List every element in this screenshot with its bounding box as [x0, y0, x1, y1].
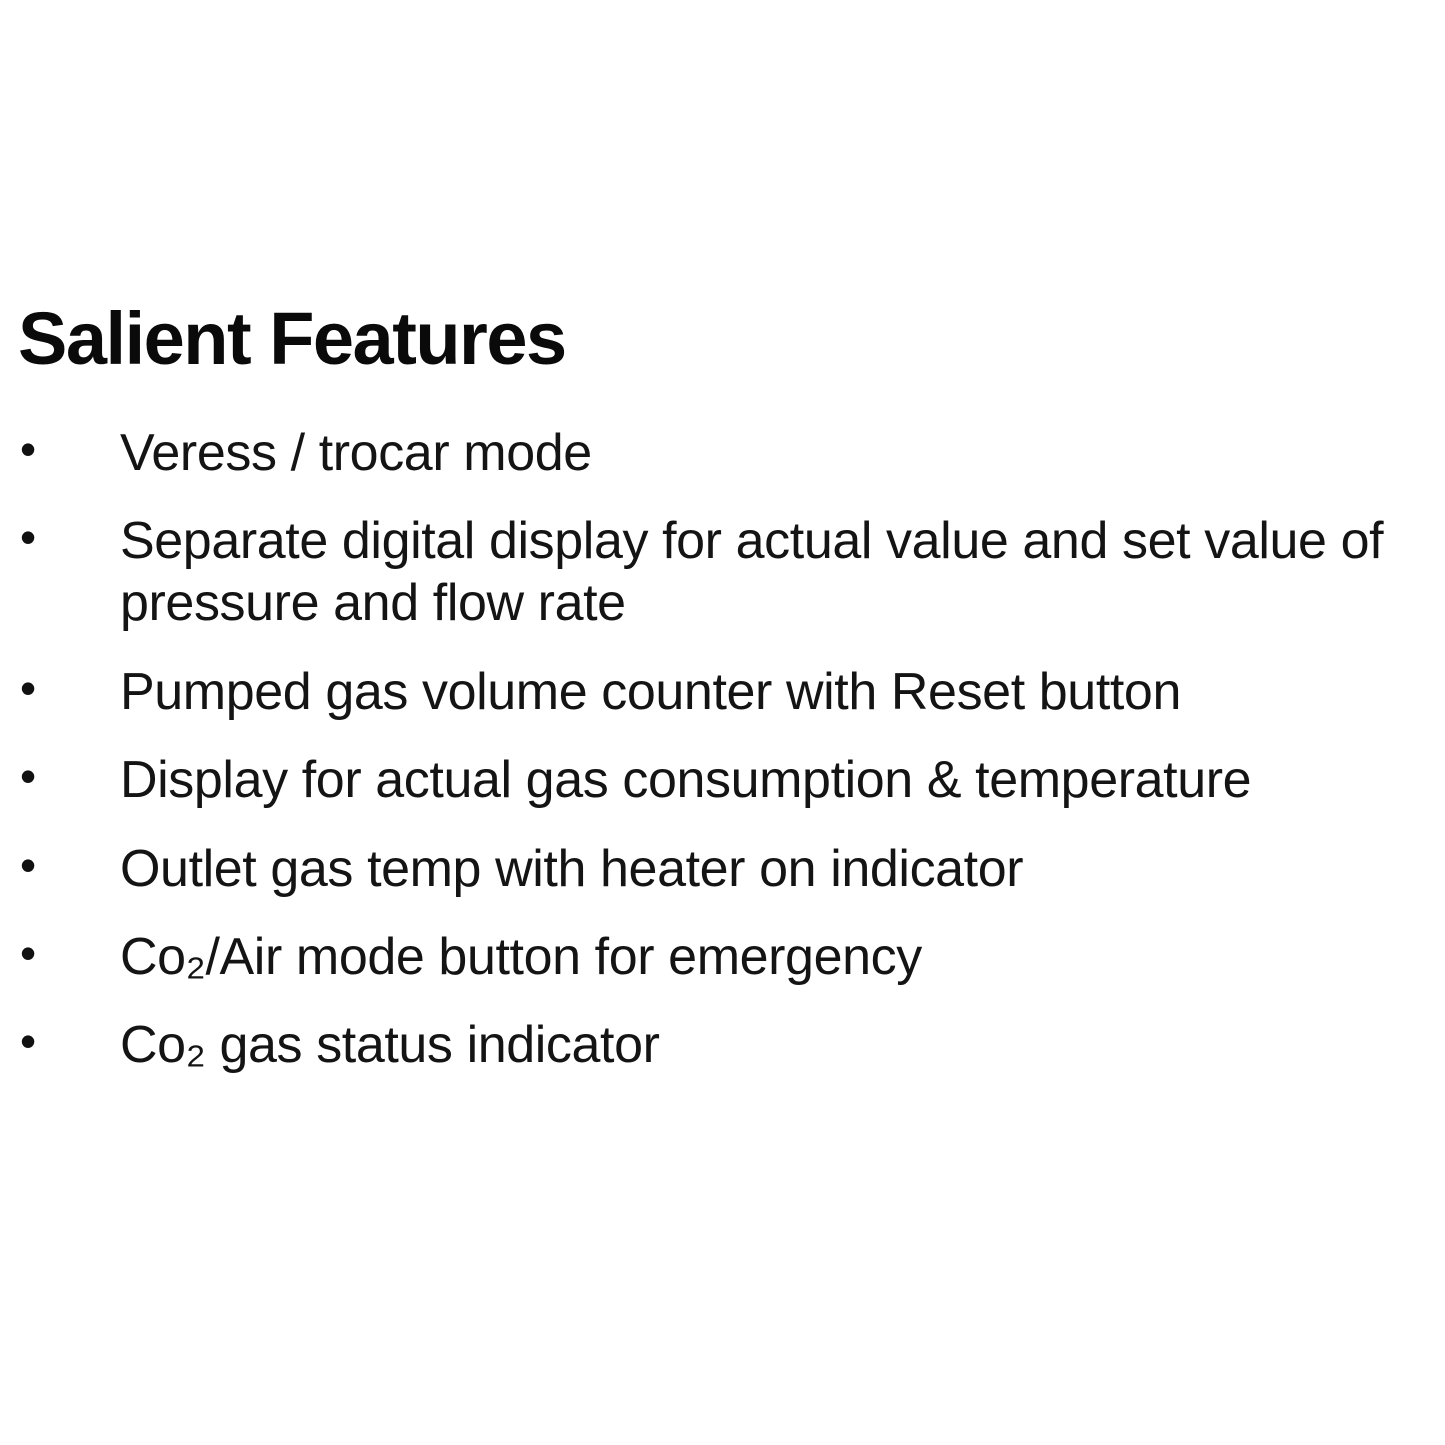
list-item-label: Co₂ gas status indicator: [120, 1016, 660, 1075]
list-item: [10, 926, 1405, 988]
bullet-icon: •: [20, 511, 37, 564]
bullet-icon: •: [20, 1015, 37, 1068]
page-title: Salient Features: [18, 297, 566, 380]
bullet-icon: •: [20, 750, 37, 803]
list-item-label: Pumped gas volume counter with Reset button: [120, 662, 1181, 721]
list-item: [10, 510, 1405, 635]
bullet-icon: •: [20, 927, 37, 980]
list-item: [10, 661, 1405, 723]
list-item: [10, 749, 1405, 811]
list-item-label: Display for actual gas consumption & temperature: [120, 751, 1252, 810]
features-list: [10, 422, 1405, 1077]
list-item-label: Outlet gas temp with heater on indicator: [120, 839, 1024, 898]
list-item-label: Veress / trocar mode: [120, 423, 592, 482]
list-item-label: Co₂/Air mode button for emergency: [120, 928, 922, 987]
list-item: [10, 838, 1405, 900]
bullet-icon: •: [20, 422, 37, 475]
list-item-label: Separate digital display for actual value and set value of pressure and flow rate: [120, 512, 1384, 633]
list-item: [10, 422, 1405, 484]
list-item: [10, 1014, 1405, 1076]
bullet-icon: •: [20, 661, 37, 714]
bullet-icon: •: [20, 838, 37, 891]
